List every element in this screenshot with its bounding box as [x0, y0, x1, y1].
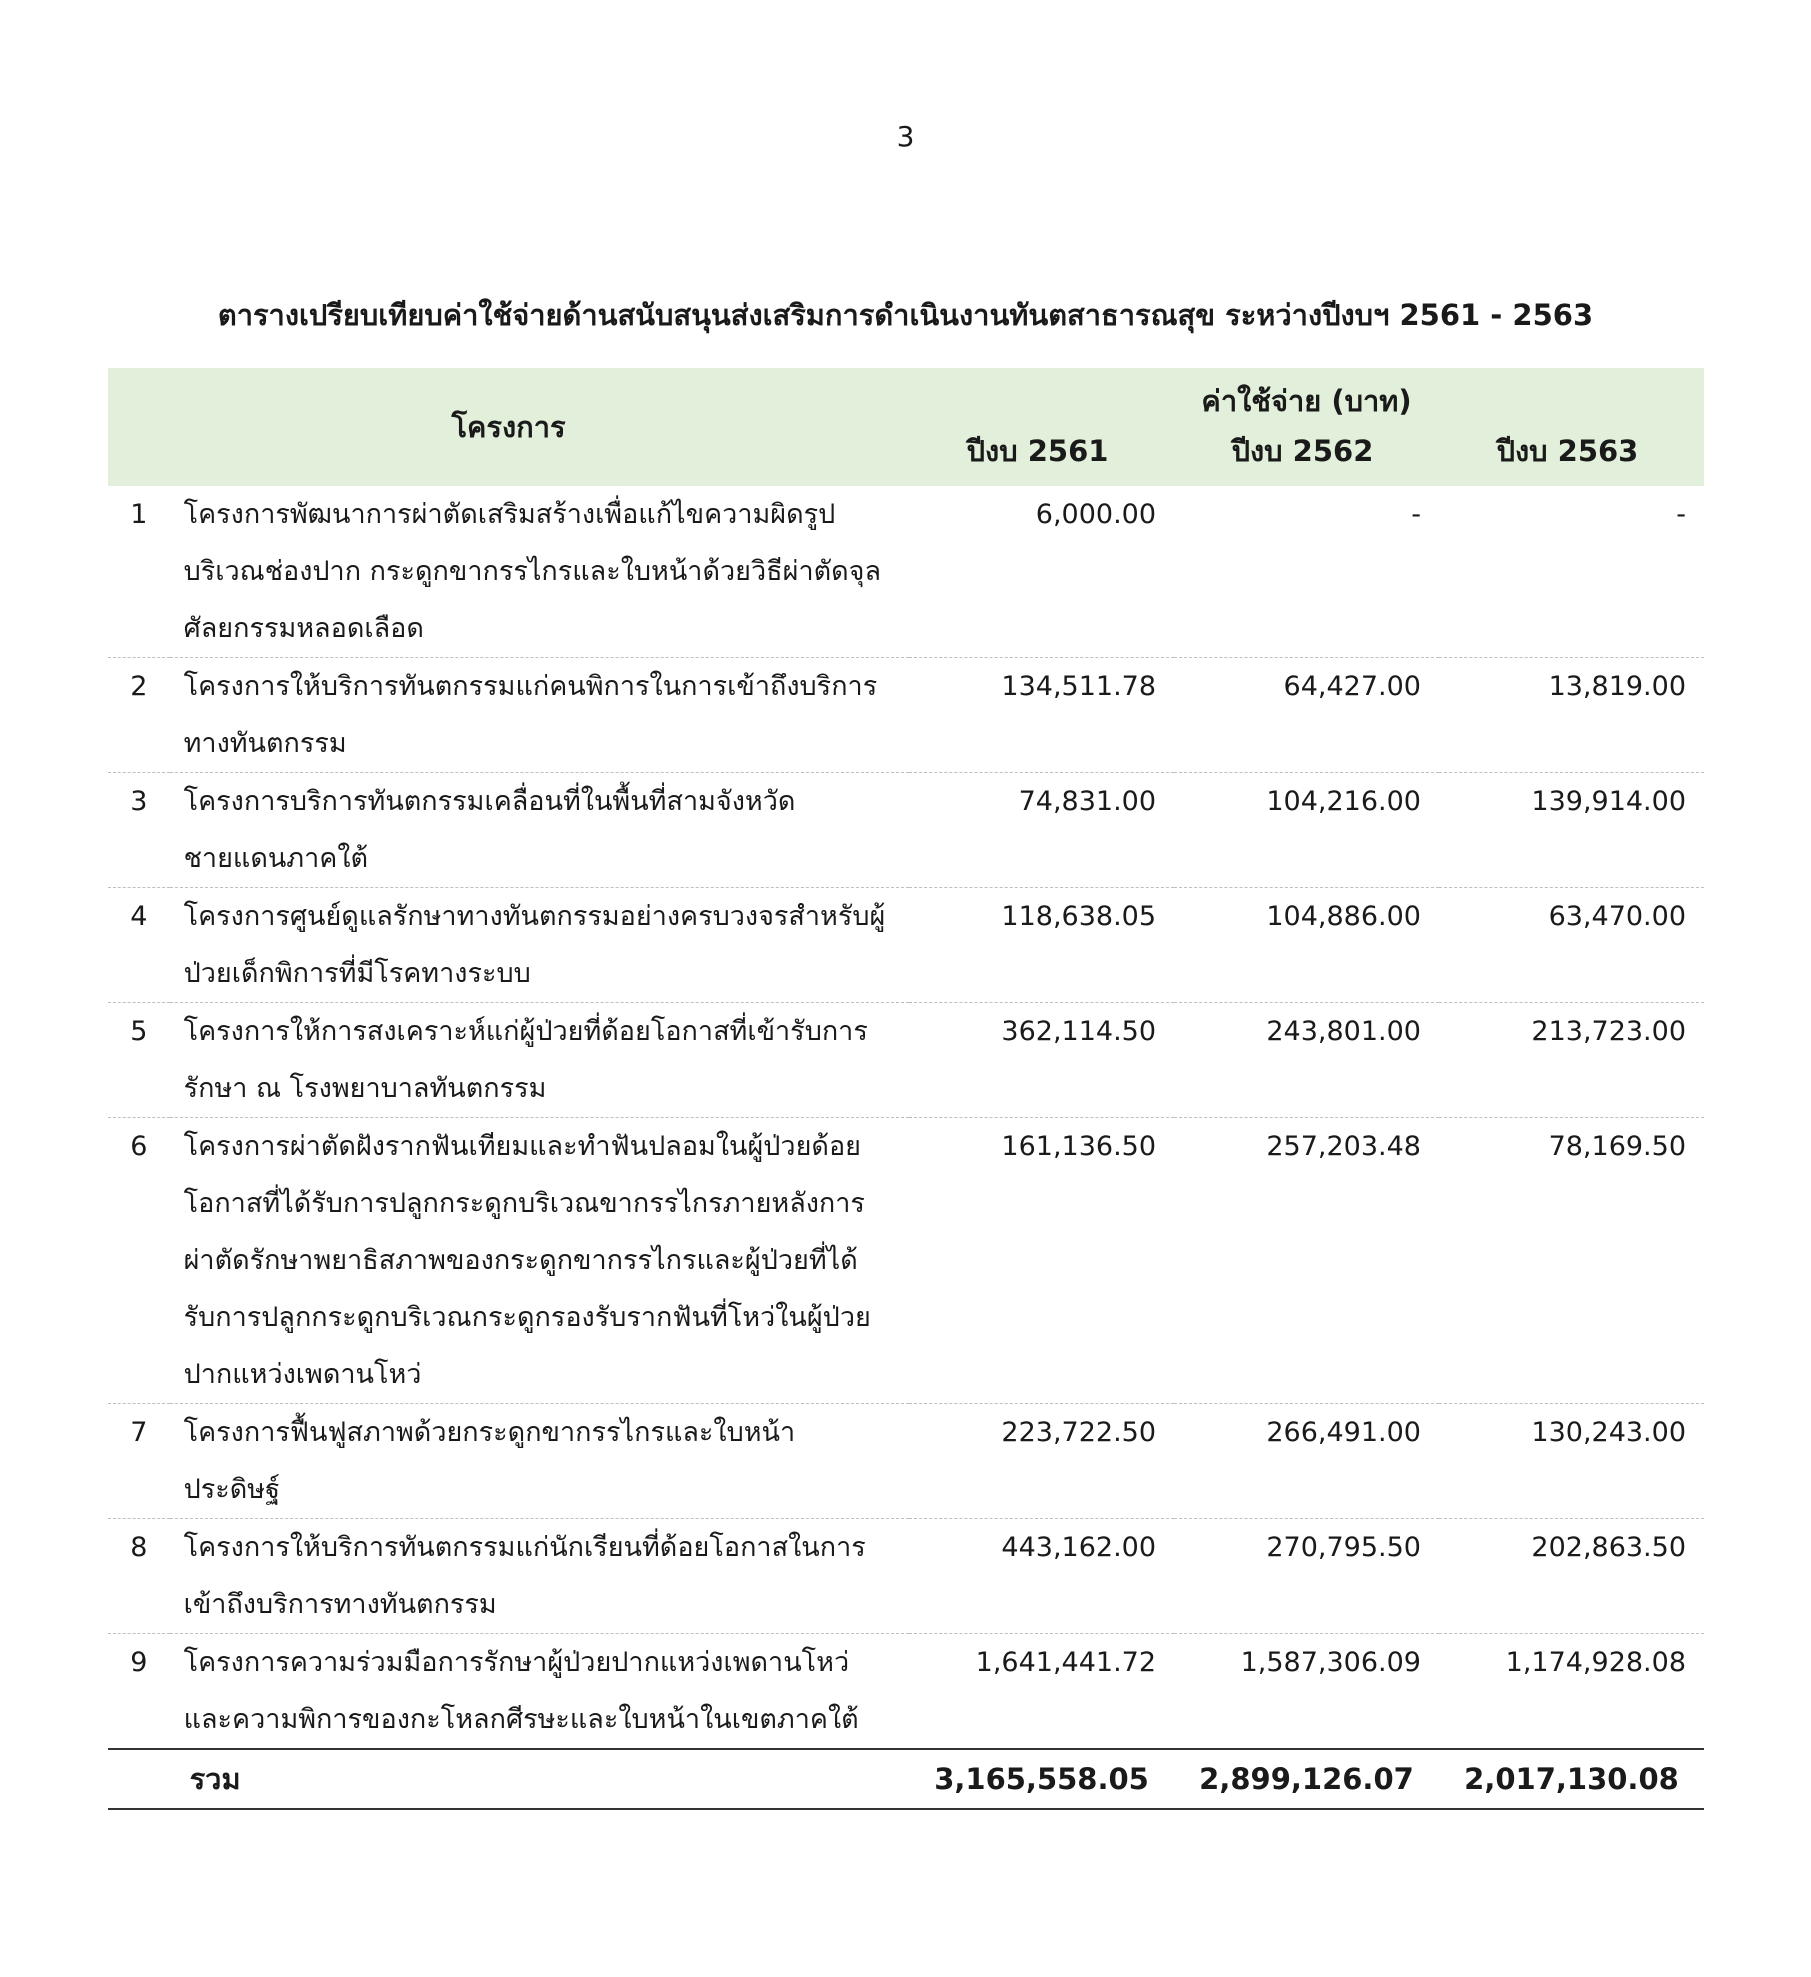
- table-row: [108, 888, 1704, 1003]
- table-title: ตารางเปรียบเทียบค่าใช้จ่ายด้านสนับสนุนส่งเสริมการดำเนินงานทันตสาธารณสุข ระหว่างปีงบฯ 2561 - 2563: [217, 298, 1594, 332]
- expense-2561: 223,722.50: [909, 1404, 1174, 1519]
- row-number: 3: [108, 773, 170, 888]
- table-row: [108, 658, 1704, 773]
- project-name: โครงการผ่าตัดฝังรากฟันเทียมและทำฟันปลอมในผู้ป่วยด้อยโอกาสที่ได้รับการปลูกกระดูกบริเวณขากรรไกรภายหลังการผ่าตัดรักษาพยาธิสภาพของกระดูกขากรรไกรและผู้ป่วยที่ได้รับการปลูกกระดูกบริเวณกระดูกรองรับรากฟันที่โหว่ในผู้ป่วยปากแหว่งเพดานโหว่: [170, 1118, 909, 1404]
- expense-2561: 118,638.05: [909, 888, 1174, 1003]
- expense-2563: 78,169.50: [1439, 1118, 1704, 1404]
- expense-2561: 6,000.00: [909, 486, 1174, 658]
- row-number: 4: [108, 888, 170, 1003]
- row-number: 5: [108, 1003, 170, 1118]
- header-year-2561: ปีงบ 2561: [966, 434, 1109, 468]
- project-name: โครงการศูนย์ดูแลรักษาทางทันตกรรมอย่างครบวงจรสำหรับผู้ป่วยเด็กพิการที่มีโรคทางระบบ: [170, 888, 909, 1003]
- project-name: โครงการบริการทันตกรรมเคลื่อนที่ในพื้นที่สามจังหวัดชายแดนภาคใต้: [170, 773, 909, 888]
- expense-2563: 13,819.00: [1439, 658, 1704, 773]
- total-label: รวม: [170, 1749, 909, 1809]
- expense-2563: 1,174,928.08: [1439, 1634, 1704, 1750]
- expense-2563: 130,243.00: [1439, 1404, 1704, 1519]
- row-number: 7: [108, 1404, 170, 1519]
- total-row: [108, 1749, 1704, 1809]
- expense-2562: 243,801.00: [1174, 1003, 1439, 1118]
- expense-2562: 257,203.48: [1174, 1118, 1439, 1404]
- expense-2563: -: [1439, 486, 1704, 658]
- table-row: [108, 1519, 1704, 1634]
- expense-2562: 104,886.00: [1174, 888, 1439, 1003]
- row-number: 6: [108, 1118, 170, 1404]
- header-expense: ค่าใช้จ่าย (บาท): [1201, 384, 1412, 418]
- expense-2561: 1,641,441.72: [909, 1634, 1174, 1750]
- total-2561: 3,165,558.05: [909, 1749, 1174, 1809]
- table-row: [108, 1634, 1704, 1750]
- project-name: โครงการพัฒนาการผ่าตัดเสริมสร้างเพื่อแก้ไขความผิดรูปบริเวณช่องปาก กระดูกขากรรไกรและใบหน้าด้วยวิธีผ่าตัดจุลศัลยกรรมหลอดเลือด: [170, 486, 909, 658]
- expense-2563: 202,863.50: [1439, 1519, 1704, 1634]
- row-number: 8: [108, 1519, 170, 1634]
- project-name: โครงการฟื้นฟูสภาพด้วยกระดูกขากรรไกรและใบหน้าประดิษฐ์: [170, 1404, 909, 1519]
- expense-2561: 161,136.50: [909, 1118, 1174, 1404]
- expense-2562: 104,216.00: [1174, 773, 1439, 888]
- project-name: โครงการให้บริการทันตกรรมแก่นักเรียนที่ด้อยโอกาสในการเข้าถึงบริการทางทันตกรรม: [170, 1519, 909, 1634]
- expense-2562: -: [1174, 486, 1439, 658]
- expense-2563: 213,723.00: [1439, 1003, 1704, 1118]
- expense-2562: 266,491.00: [1174, 1404, 1439, 1519]
- row-number: 1: [108, 486, 170, 658]
- header-project: โครงการ: [451, 410, 566, 444]
- expense-2561: 74,831.00: [909, 773, 1174, 888]
- project-name: โครงการให้การสงเคราะห์แก่ผู้ป่วยที่ด้อยโอกาสที่เข้ารับการรักษา ณ โรงพยาบาลทันตกรรม: [170, 1003, 909, 1118]
- expense-comparison-table: [108, 368, 1704, 1810]
- table-row: [108, 1404, 1704, 1519]
- expense-2561: 134,511.78: [909, 658, 1174, 773]
- total-2562: 2,899,126.07: [1174, 1749, 1439, 1809]
- expense-2563: 63,470.00: [1439, 888, 1704, 1003]
- expense-2561: 443,162.00: [909, 1519, 1174, 1634]
- expense-2561: 362,114.50: [909, 1003, 1174, 1118]
- total-spacer: [108, 1749, 170, 1809]
- row-number: 2: [108, 658, 170, 773]
- row-number: 9: [108, 1634, 170, 1750]
- header-year-2563: ปีงบ 2563: [1496, 434, 1639, 468]
- expense-2562: 270,795.50: [1174, 1519, 1439, 1634]
- total-2563: 2,017,130.08: [1439, 1749, 1704, 1809]
- project-name: โครงการให้บริการทันตกรรมแก่คนพิการในการเข้าถึงบริการทางทันตกรรม: [170, 658, 909, 773]
- table-row: [108, 1003, 1704, 1118]
- table-row: [108, 773, 1704, 888]
- expense-2562: 64,427.00: [1174, 658, 1439, 773]
- table-row: [108, 486, 1704, 658]
- expense-2562: 1,587,306.09: [1174, 1634, 1439, 1750]
- project-name: โครงการความร่วมมือการรักษาผู้ป่วยปากแหว่งเพดานโหว่และความพิการของกะโหลกศีรษะและใบหน้าในเขตภาคใต้: [170, 1634, 909, 1750]
- page-number: 3: [896, 120, 915, 153]
- header-year-2562: ปีงบ 2562: [1231, 434, 1374, 468]
- expense-2563: 139,914.00: [1439, 773, 1704, 888]
- table-row: [108, 1118, 1704, 1404]
